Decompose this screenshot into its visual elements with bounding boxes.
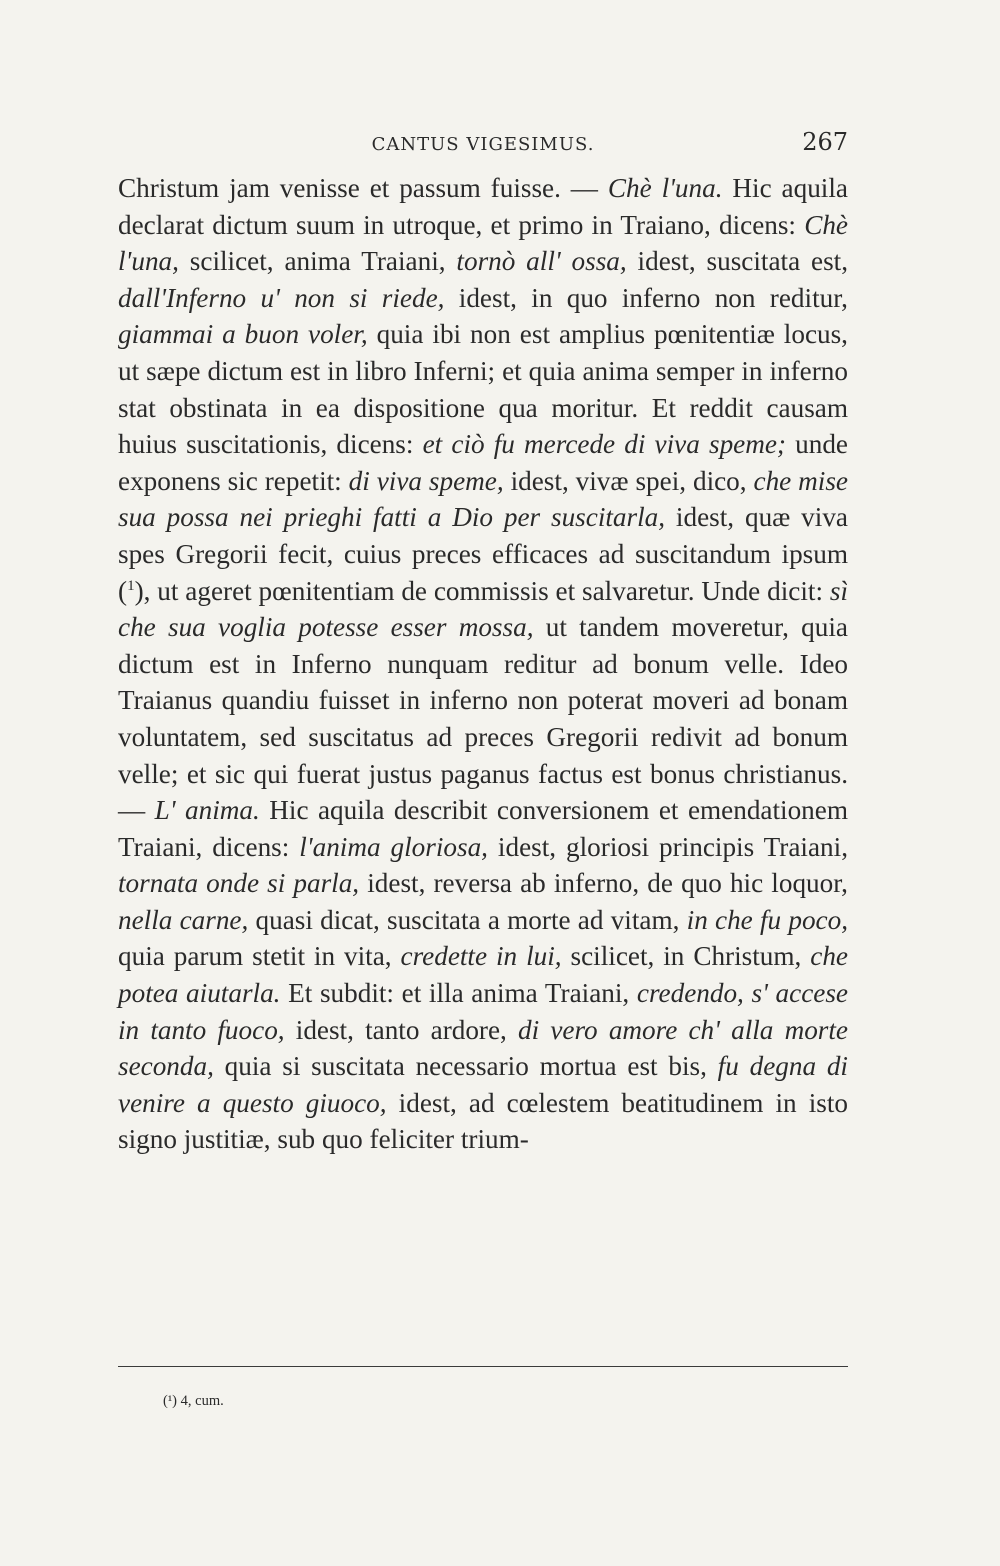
italic-quotation: in che fu poco, (686, 904, 848, 935)
commentary-text: ut tandem moveretur, quia dictum est in Inferno nunquam reditur ad bonum velle. Ideo Traianus quandiu fuisset in inferno non poterat moveri ad bonam voluntatem, sed suscitatus ad preces Gregorii redivit ad bonum velle; et sic qui fuerat justus paganus factus est bonus christianus. — (118, 612, 848, 826)
italic-quotation: L' anima. (154, 795, 260, 826)
italic-quotation: nella carne, (118, 904, 249, 935)
italic-quotation: Chè l'una, (118, 209, 848, 277)
commentary-text: Et subdit: et illa anima Traiani, (280, 978, 637, 1009)
commentary-text: idest, tanto ardore, (284, 1014, 519, 1045)
commentary-text: Hic aquila describit conversionem et emendationem Traiani, dicens: (118, 795, 848, 862)
commentary-text: Hic aquila declarat dictum suum in utroque, et primo in Traiano, dicens: (118, 173, 848, 240)
italic-quotation: di viva speme, (348, 465, 504, 496)
page-number: 267 (802, 128, 848, 156)
commentary-text: quia si suscitata necessario mortua est bis, (213, 1051, 718, 1082)
footnote: (¹) 4, cum. (163, 1393, 224, 1409)
italic-quotation: fu degna di venire a questo giuoco, (118, 1051, 848, 1118)
italic-quotation: credendo, s' accese in tanto fuoco, (118, 978, 848, 1045)
italic-quotation: di vero amore ch' alla morte seconda, (118, 1014, 849, 1082)
commentary-text: ), ut ageret pœnitentiam de commissis et salvaretur. Unde dicit: (134, 575, 830, 606)
commentary-text: scilicet, in Christum, (561, 941, 811, 972)
page-header (118, 128, 848, 162)
commentary-text: idest, suscitata est, (626, 246, 849, 277)
italic-quotation: Chè l'una. (607, 173, 723, 203)
italic-quotation: che mise sua possa nei prieghi fatti a Dio per suscitarla, (118, 465, 848, 533)
commentary-text: idest, quæ viva spes Gregorii fecit, cuius preces efficaces ad suscitandum ipsum ( (118, 502, 848, 606)
italic-quotation: et ciò fu mercede di viva speme; (422, 429, 786, 460)
commentary-text: idest, gloriosi principis Traiani, (487, 831, 848, 862)
commentary-text: idest, ad cœlestem beatitudinem in isto signo justitiæ, sub quo feliciter trium- (118, 1087, 848, 1155)
running-head: CANTUS VIGESIMUS. (371, 134, 595, 155)
italic-quotation: credette in lui, (400, 941, 562, 972)
italic-quotation: tornata onde si parla, (118, 868, 360, 899)
italic-quotation: che potea aiutarla. (118, 941, 848, 1009)
body-text (118, 170, 848, 1158)
italic-quotation: giammai a buon voler, (118, 319, 368, 350)
commentary-text: idest, vivæ spei, dico, (503, 465, 754, 496)
commentary-text: quia ibi non est amplius pœnitentiæ locus, ut sæpe dictum est in libro Inferni; et quia anima semper in inferno stat obstinata in ea dispositione qua moritur. Et reddit causam huius suscitationis, dicens: (118, 319, 848, 460)
commentary-text: unde exponens sic repetit: (118, 429, 848, 496)
commentary-text: idest, in quo inferno non reditur, (444, 282, 848, 313)
footnote-marker: 1 (127, 577, 135, 594)
commentary-text: Christum jam venisse et passum fuisse. — (118, 173, 608, 203)
commentary-text: quasi dicat, suscitata a morte ad vitam, (248, 904, 687, 935)
italic-quotation: sì che sua voglia potesse esser mossa, (118, 575, 848, 643)
italic-quotation: l'anima gloriosa, (299, 831, 488, 862)
italic-quotation: dall'Inferno u' non si riede, (118, 282, 445, 313)
commentary-text: quia parum stetit in vita, (118, 941, 401, 972)
commentary-text: idest, reversa ab inferno, de quo hic loquor, (359, 868, 848, 899)
italic-quotation: tornò all' ossa, (456, 246, 627, 277)
commentary-text: scilicet, anima Traiani, (178, 246, 457, 277)
footnote-rule (118, 1366, 848, 1367)
